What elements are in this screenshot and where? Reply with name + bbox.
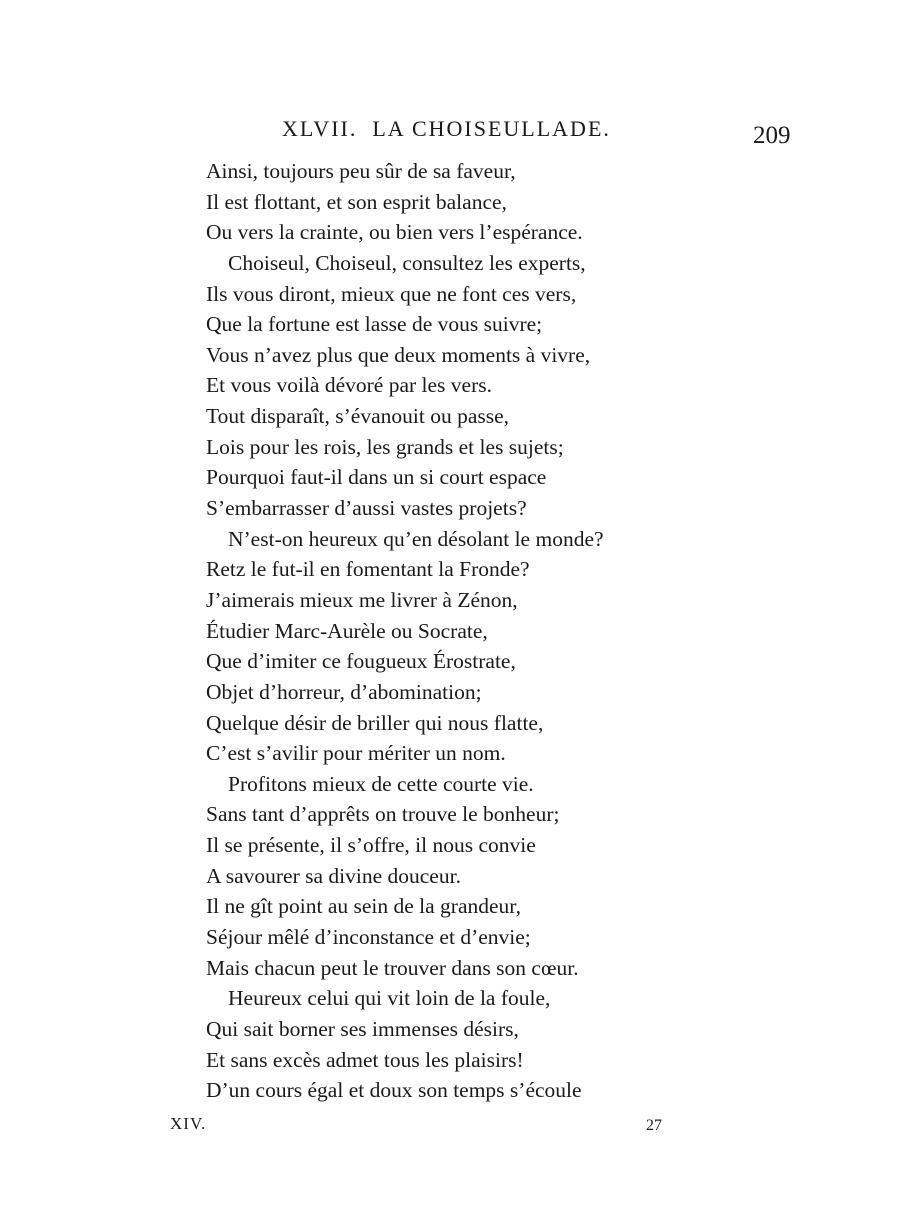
- poem-line: Ainsi, toujours peu sûr de sa faveur,: [206, 159, 516, 183]
- poem-line: Et sans excès admet tous les plaisirs!: [206, 1047, 524, 1072]
- poem-line: Tout disparaît, s’évanouit ou passe,: [206, 404, 510, 429]
- poem-line: Étudier Marc-Aurèle ou Socrate,: [206, 618, 488, 643]
- poem-line: Choiseul, Choiseul, consultez les experts,: [228, 250, 586, 275]
- poem-line: A savourer sa divine douceur.: [206, 863, 461, 888]
- poem-line: Pourquoi faut-il dans un si court espace: [206, 465, 547, 490]
- poem-line: J’aimerais mieux me livrer à Zénon,: [206, 587, 518, 612]
- poem-line: C’est s’avilir pour mériter un nom.: [206, 741, 506, 766]
- page-title: XLVII. LA CHOISEULLADE.: [282, 116, 611, 141]
- poem-line: Qui sait borner ses immenses désirs,: [206, 1016, 519, 1041]
- poem-line: Et vous voilà dévoré par les vers.: [206, 373, 492, 398]
- poem-line: Que la fortune est lasse de vous suivre;: [206, 312, 543, 337]
- poem-text: [206, 156, 604, 1106]
- sheet-number: 27: [646, 1117, 662, 1134]
- signature-mark: XIV.: [170, 1114, 207, 1133]
- poem-line: Que d’imiter ce fougueux Érostrate,: [206, 649, 516, 674]
- poem-line: Il ne gît point au sein de la grandeur,: [206, 894, 521, 919]
- poem-line: Objet d’horreur, d’abomination;: [206, 679, 482, 704]
- poem-line: S’embarrasser d’aussi vastes projets?: [206, 496, 527, 521]
- poem-line: Quelque désir de briller qui nous flatte,: [206, 710, 544, 735]
- poem-line: Ils vous diront, mieux que ne font ces vers,: [206, 281, 577, 306]
- poem-line: Séjour mêlé d’inconstance et d’envie;: [206, 925, 531, 950]
- poem-line: N’est-on heureux qu’en désolant le monde?: [228, 526, 604, 551]
- poem-line: Ou vers la crainte, ou bien vers l’espérance.: [206, 220, 583, 245]
- poem-line: Profitons mieux de cette courte vie.: [228, 771, 534, 796]
- poem-line: D’un cours égal et doux son temps s’écoule: [206, 1078, 582, 1103]
- poem-line: Sans tant d’apprêts on trouve le bonheur;: [206, 802, 560, 827]
- poem-line: Il est flottant, et son esprit balance,: [206, 189, 507, 214]
- poem-line: Retz le fut-il en fomentant la Fronde?: [206, 557, 530, 582]
- page-number: 209: [753, 122, 791, 149]
- poem-line: Lois pour les rois, les grands et les sujets;: [206, 434, 564, 459]
- poem-line: Vous n’avez plus que deux moments à vivre,: [206, 342, 591, 367]
- poem-line: Mais chacun peut le trouver dans son cœur.: [206, 955, 579, 980]
- poem-line: Heureux celui qui vit loin de la foule,: [228, 986, 551, 1011]
- poem-line: Il se présente, il s’offre, il nous convie: [206, 833, 536, 858]
